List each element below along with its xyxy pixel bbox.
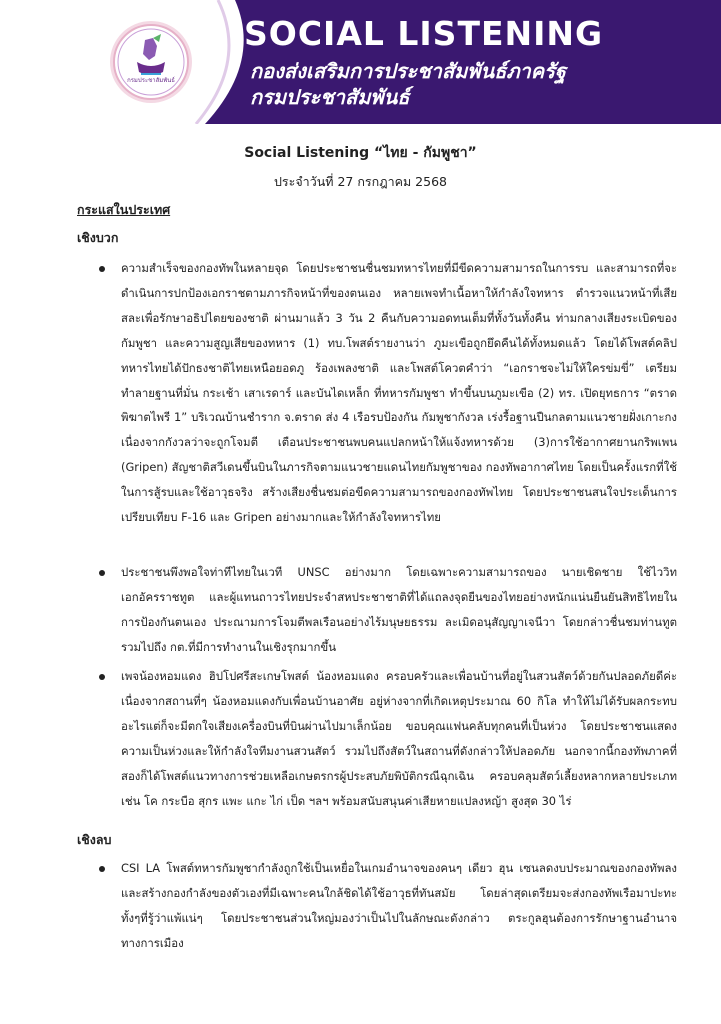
bullet-icon [99,674,105,680]
banner-subtitle-line1: กองส่งเสริมการประชาสัมพันธ์ภาครัฐ [250,59,566,83]
positive-heading: เชิงบวก [77,230,119,245]
logo-caption: กรมประชาสัมพันธ์ [127,77,175,84]
document-date: ประจำวันที่ 27 กรกฎาคม 2568 [273,174,447,189]
list-item-text: ความสำเร็จของกองทัพในหลายจุด โดยประชาชนชื่นชมทหารไทยที่มีขีดความสามารถในการรบ และสามารถที่จะดำเนินการปกป้องเอกราชตามภารกิจหน้าที่ของตนเอง หลายเพจทำเนื้อหาให้กำลังใจทหาร ตำรวจแนวหน้าที่เสียสละเพื่อรักษาอธิปไตยของชาติ ผ่านมาแล้ว 3 วัน 2 คืนกับความอดทนเต็มที่ทั้งวันทั้งคืน ท่ามกลางเสียงระเบิดของกัมพูชา และความสูญเสียของทหาร (1) ทบ.โพสต์รายงานว่า ภูมะเขือถูกยึดคืนได้ทั้งหมดแล้ว โดยได้โพสต์คลิปทหารไทยได้ปักธงชาติไทยเหนือยอดภู ร้องเพลงชาติ และโพสต์โควตคำว่า “เอกราชจะไม่ให้ใครข่มขี่” เตรียมทำลายฐานที่มั่น กระเช้า เสาเรดาร์ และบันไดเหล็ก ที่ทหารกัมพูชา ทำขึ้นบนภูมะเขือ (2) ทร. เปิดยุทธการ “ตราดพิฆาตไพรี 1” บริเวณบ้านชำราก จ.ตราด ส่ง 4 เรือรบป้องกัน กัมพูชากังวล เร่งรื้อฐานปืนกลตามแนวชายฝั่งเกาะกง เนื่องจากกังวลว่าจะถูกโจมตี เตือนประชาชนพบคนแปลกหน้าให้แจ้งทหารด้วย (3)การใช้อากาศยานกริพเพน (Gripen) สัญชาติสวีเดนขึ้นบินในภารกิจตามแนวชายแดนไทยกัมพูชาของ กองทัพอากาศไทย โดยเป็นครั้งแรกที่ใช้ในการสู้รบและใช้อาวุธจริง สร้างเสียงชื่นชมต่อขีดความสามารถของกองทัพไทย โดยประชาชนสนใจประเด็นการเปรียบเทียบ F-16 และ Gripen อย่างมากและให้กำลังใจทหารไทย [121,261,677,525]
department-logo [113,24,189,100]
list-item-text: CSI LA โพสต์ทหารกัมพูชากำลังถูกใช้เป็นเหยื่อในเกมอำนาจของคนๆ เดียว ฮุน เซนลดงบประมาณของกองทัพลง และสร้างกองกำลังของตัวเองที่มีเฉพาะคนใกล้ชิดได้ใช้อาวุธที่ทันสมัย โดยล่าสุดเตรียมจะส่งกองทัพเรือมาปะทะ ทั้งๆที่รู้ว่าแพ้แน่ๆ โดยประชาชนส่วนใหญ่มองว่าเป็นไปในลักษณะดังกล่าว ตระกูลฮุนต้องการรักษาฐานอำนาจทางการเมือง [121,861,677,950]
list-item-text: ประชาชนพึงพอใจท่าทีไทยในเวที UNSC อย่างมาก โดยเฉพาะความสามารถของ นายเชิดชาย ใช้ไววิท เอกอัครราชทูต และผู้แทนถาวรไทยประจำสหประชาชาติที่ได้แถลงจุดยืนของไทยอย่างหนักแน่นยืนยันสิทธิไทยในการป้องกันตนเอง ประณามการโจมตีพลเรือนอย่างไร้มนุษยธรรม ละเมิดอนุสัญญาเจนีวา โดยกล่าวชื่นชมท่านทูต รวมไปถึง กต.ที่มีการทำงานในเชิงรุกมากขึ้น [121,565,677,654]
bullet-icon [99,866,105,872]
document-title: Social Listening “ไทย - กัมพูชา” [244,145,477,161]
list-item [77,856,677,956]
list-item [77,560,677,660]
banner-title: SOCIAL LISTENING [244,14,604,53]
bullet-icon [99,266,105,272]
list-item-text: เพจน้องหอมแดง ฮิปโปศรีสะเกษโพสต์ น้องหอมแดง ครอบครัวและเพื่อนบ้านที่อยู่ในสวนสัตว์ด้วยกันปลอดภัยดีค่ะ เนื่องจากสถานที่ๆ น้องหอมแดงกับเพื่อนบ้านอาศัย อยู่ห่างจากที่เกิดเหตุประมาณ 60 กิโล ทำให้ไม่ได้รับผลกระทบ อะไรแต่ก็จะมีตกใจเสียงเครื่องบินที่บินผ่านไปมาเล็กน้อย ขอบคุณแฟนคลับทุกคนที่เป็นห่วง โดยประชาชนแสดงความเป็นห่วงและให้กำลังใจทีมงานสวนสัตว์ รวมไปถึงสัตว์ในสถานที่ดังกล่าวให้ปลอดภัย นอกจากนี้กองทัพภาคที่สองก็ได้โพสต์แนวทางการช่วยเหลือเกษตรกรผู้ประสบภัยพิบัติกรณีฉุกเฉิน ครอบคลุมสัตว์เลี้ยงหลากหลายประเภท เช่น โค กระบือ สุกร แพะ แกะ ไก่ เป็ด ฯลฯ พร้อมสนับสนุนค่าเสียหายแปลงหญ้า สูงสุด 30 ไร่ [121,669,677,808]
header-banner [0,0,721,124]
list-item [77,664,677,813]
bullet-icon [99,570,105,576]
section-heading-domestic: กระแสในประเทศ [77,202,171,217]
list-item [77,256,677,530]
banner-subtitle [250,58,566,110]
logo-emblem-icon [115,26,187,98]
banner-subtitle-line2: กรมประชาสัมพันธ์ [250,85,410,109]
negative-heading: เชิงลบ [77,832,112,847]
